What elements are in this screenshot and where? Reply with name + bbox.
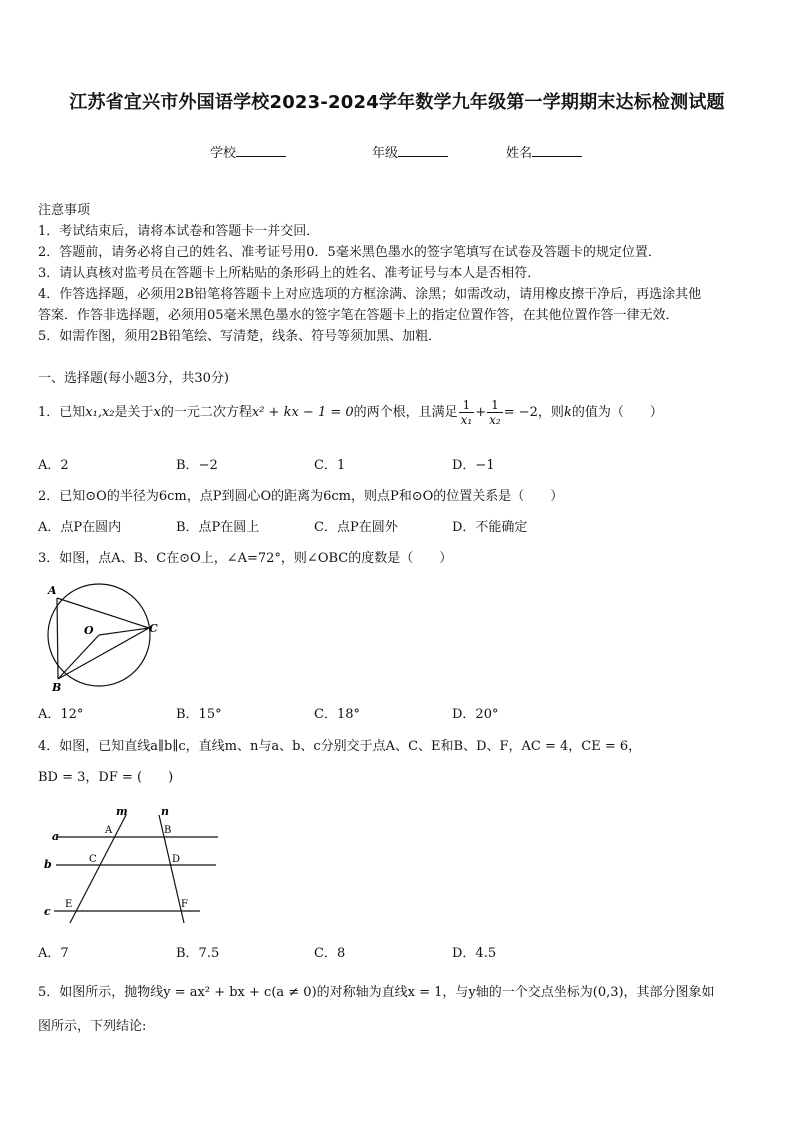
name-field: [506, 142, 582, 161]
label-n: n: [161, 805, 169, 818]
exam-title: 江苏省宜兴市外国语学校2023-2024学年数学九年级第一学期期末达标检测试题: [69, 92, 725, 113]
fraction-numerator: 1: [487, 398, 503, 413]
label-o: O: [84, 624, 94, 637]
question-5-line-1: 5．如图所示，抛物线y = ax² + bx + c(a ≠ 0)的对称轴为直线x = 1，与y轴的一个交点坐标为(0,3)，其部分图象如: [38, 985, 715, 1000]
question-2: 2．已知⊙O的半径为6cm，点P到圆心O的距离为6cm，则点P和⊙O的位置关系是（ ）: [38, 489, 564, 504]
q1-vars: x₁,x₂: [85, 404, 115, 420]
fraction-numerator: 1: [459, 398, 475, 413]
q1-fraction: [487, 398, 503, 427]
label-a: a: [52, 830, 60, 843]
question-4-line-1: 4．如图，已知直线a∥b∥c，直线m、n与a、b、c分别交于点A、C、E和B、D、F，AC = 4，CE = 6，: [38, 739, 642, 754]
segment-oc: [99, 628, 149, 635]
question-4-line-2: BD = 3，DF = ( ): [38, 770, 174, 785]
option-d[interactable]: D．4.5: [452, 946, 497, 961]
option-d[interactable]: D．−1: [452, 458, 495, 473]
label-point-a: A: [105, 825, 113, 836]
label-point-d: D: [172, 854, 181, 865]
q1-text: 1．已知: [38, 404, 86, 420]
label-point-f: F: [181, 899, 188, 910]
option-a[interactable]: A．7: [38, 946, 69, 961]
option-d[interactable]: D．20°: [452, 707, 499, 722]
option-a[interactable]: A．2: [38, 458, 69, 473]
q1-equation: x² + kx − 1 = 0: [251, 404, 354, 420]
option-c[interactable]: C．18°: [314, 707, 360, 722]
note-item: 5．如需作图，须用2B铅笔绘、写清楚，线条、符号等须加黑、加粗．: [38, 329, 442, 344]
q1-text: 是关于: [114, 404, 154, 420]
note-item: 3．请认真核对监考员在答题卡上所粘贴的条形码上的姓名、准考证号与本人是否相符．: [38, 266, 541, 281]
segment-ab: [57, 598, 58, 679]
label-b: b: [44, 858, 52, 871]
grade-blank: [398, 144, 448, 157]
label-point-c: C: [89, 854, 97, 865]
note-item: 1．考试结束后，请将本试卷和答题卡一并交回．: [38, 224, 320, 239]
circle-diagram: [34, 580, 164, 698]
q1-text: ，则: [537, 404, 564, 420]
label-b: B: [52, 681, 62, 694]
q1-plus: +: [475, 404, 487, 420]
grade-label: 年级: [372, 146, 399, 161]
option-c[interactable]: C．点P在圆外: [314, 520, 398, 535]
option-d[interactable]: D．不能确定: [452, 520, 528, 535]
option-a[interactable]: A．点P在圆内: [38, 520, 122, 535]
segment-ac: [57, 598, 149, 628]
label-m: m: [116, 805, 128, 818]
label-c: c: [44, 905, 51, 918]
q1-text: 的一元二次方程: [160, 404, 252, 420]
name-label: 姓名: [506, 146, 533, 161]
q1-var-k: k: [563, 404, 572, 420]
grade-field: [372, 142, 448, 161]
fraction-denominator: x₁: [460, 413, 473, 427]
line-m: [70, 815, 126, 923]
note-item: 2．答题前，请务必将自己的姓名、准考证号用0．5毫米黑色墨水的签字笔填写在试卷及答题卡的规定位置．: [38, 245, 661, 260]
parallel-lines-diagram: [38, 805, 222, 927]
school-field: [210, 142, 286, 161]
option-a[interactable]: A．12°: [38, 707, 84, 722]
label-c: C: [149, 622, 158, 635]
note-item: 4．作答选择题，必须用2B铅笔将答题卡上对应选项的方框涂满、涂黑；如需改动，请用橡皮擦干净后，再选涂其他: [38, 287, 702, 302]
q1-text: 的两个根，且满足: [353, 404, 458, 420]
label-point-b: B: [164, 825, 172, 836]
school-label: 学校: [210, 146, 237, 161]
section-heading: 一、选择题(每小题3分，共30分): [38, 371, 229, 386]
label-a: A: [48, 584, 57, 597]
notes-heading: 注意事项: [38, 203, 91, 218]
option-b[interactable]: B．7.5: [176, 946, 220, 961]
q1-text: 的值为（ ）: [571, 404, 663, 420]
question-5-line-2: 图所示，下列结论:: [38, 1019, 147, 1034]
q1-var-x: x: [153, 404, 161, 420]
note-item: 答案．作答非选择题，必须用05毫米黑色墨水的签字笔在答题卡上的指定位置作答，在其他位置作答一律无效．: [38, 308, 679, 323]
name-blank: [532, 144, 582, 157]
q1-rhs: = −2: [503, 404, 538, 420]
label-point-e: E: [65, 899, 73, 910]
q1-fraction: [459, 398, 475, 427]
option-c[interactable]: C．1: [314, 458, 346, 473]
fraction-denominator: x₂: [489, 413, 501, 427]
school-blank: [236, 144, 286, 157]
option-b[interactable]: B．15°: [176, 707, 222, 722]
option-b[interactable]: B．−2: [176, 458, 218, 473]
option-b[interactable]: B．点P在圆上: [176, 520, 260, 535]
option-c[interactable]: C．8: [314, 946, 346, 961]
question-1: [38, 398, 663, 427]
segment-ob: [58, 635, 99, 679]
question-3: 3．如图，点A、B、C在⊙O上，∠A=72°，则∠OBC的度数是（ ）: [38, 551, 453, 566]
